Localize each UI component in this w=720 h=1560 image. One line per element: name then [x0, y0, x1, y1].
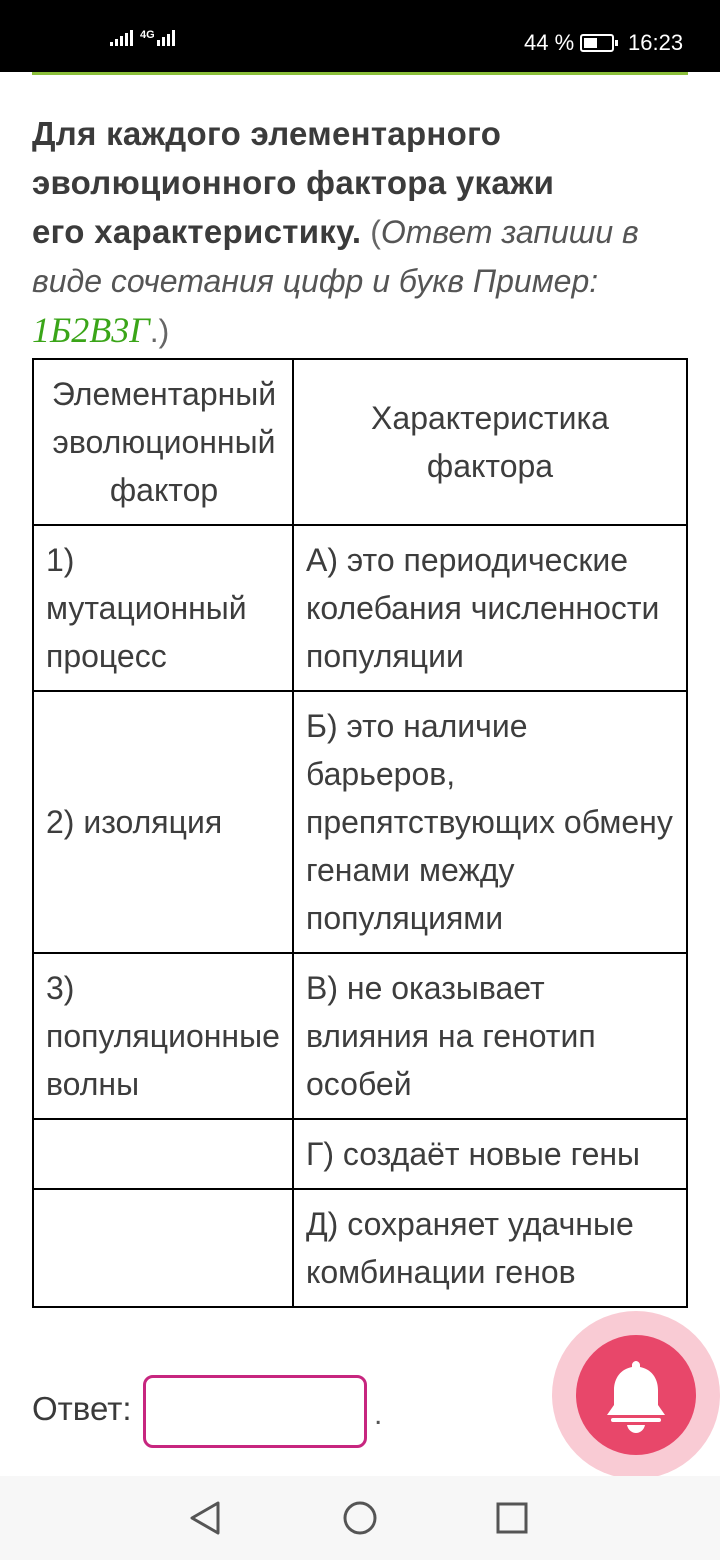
- question-line-3: его характеристику.: [32, 213, 362, 250]
- answer-label: Ответ:: [32, 1390, 132, 1427]
- question-text: [32, 110, 672, 356]
- recents-icon: [496, 1502, 528, 1534]
- question-line-2: эволюционного фактора укажи: [32, 164, 555, 201]
- factor-cell: [33, 1189, 293, 1307]
- notification-button[interactable]: [576, 1335, 696, 1455]
- answer-format-hint: Ответ запиши в виде сочетания цифр и букв Пример:: [32, 214, 639, 299]
- column-header-characteristic: Характеристика фактора: [293, 359, 687, 525]
- table-header-row: [33, 359, 687, 525]
- status-bar: [0, 0, 720, 72]
- signal-icon: [110, 30, 133, 46]
- answer-example: 1Б2В3Г: [32, 310, 150, 350]
- header-divider: [32, 72, 688, 75]
- back-button[interactable]: [165, 1476, 245, 1560]
- paren-open: (: [361, 214, 381, 250]
- answer-input[interactable]: [143, 1375, 367, 1448]
- battery-icon: [580, 34, 614, 52]
- table-row: [33, 1119, 687, 1189]
- paren-close: .): [149, 313, 170, 349]
- question-line-1: Для каждого элементарного: [32, 115, 502, 152]
- table-row: [33, 525, 687, 691]
- factor-cell: 3) популяционные волны: [33, 953, 293, 1119]
- characteristic-cell: Г) создаёт новые гены: [293, 1119, 687, 1189]
- table-row: [33, 1189, 687, 1307]
- network-type: 4G: [140, 29, 155, 41]
- factor-cell: 1) мутационный процесс: [33, 525, 293, 691]
- characteristic-cell: Б) это наличие барьеров, препятствующих обмену генами между популяциями: [293, 691, 687, 953]
- battery-percent: 44 %: [524, 30, 575, 55]
- matching-table: [32, 358, 688, 1308]
- back-icon: [188, 1500, 222, 1536]
- signal-4g-icon: [157, 30, 175, 46]
- column-header-factor: Элементарный эволюционный фактор: [33, 359, 293, 525]
- characteristic-cell: Д) сохраняет удачные комбинации генов: [293, 1189, 687, 1307]
- characteristic-cell: А) это периодические колебания численности популяции: [293, 525, 687, 691]
- home-icon: [342, 1500, 378, 1536]
- clock: 16:23: [628, 30, 684, 55]
- home-button[interactable]: [320, 1476, 400, 1560]
- recents-button[interactable]: [472, 1476, 552, 1560]
- answer-trailing-dot: .: [374, 1398, 383, 1431]
- table-row: [33, 953, 687, 1119]
- factor-cell: [33, 1119, 293, 1189]
- table-row: [33, 691, 687, 953]
- factor-cell: 2) изоляция: [33, 691, 293, 953]
- system-nav-bar: [0, 1476, 720, 1560]
- bell-icon: [603, 1357, 669, 1433]
- characteristic-cell: В) не оказывает влияния на генотип особей: [293, 953, 687, 1119]
